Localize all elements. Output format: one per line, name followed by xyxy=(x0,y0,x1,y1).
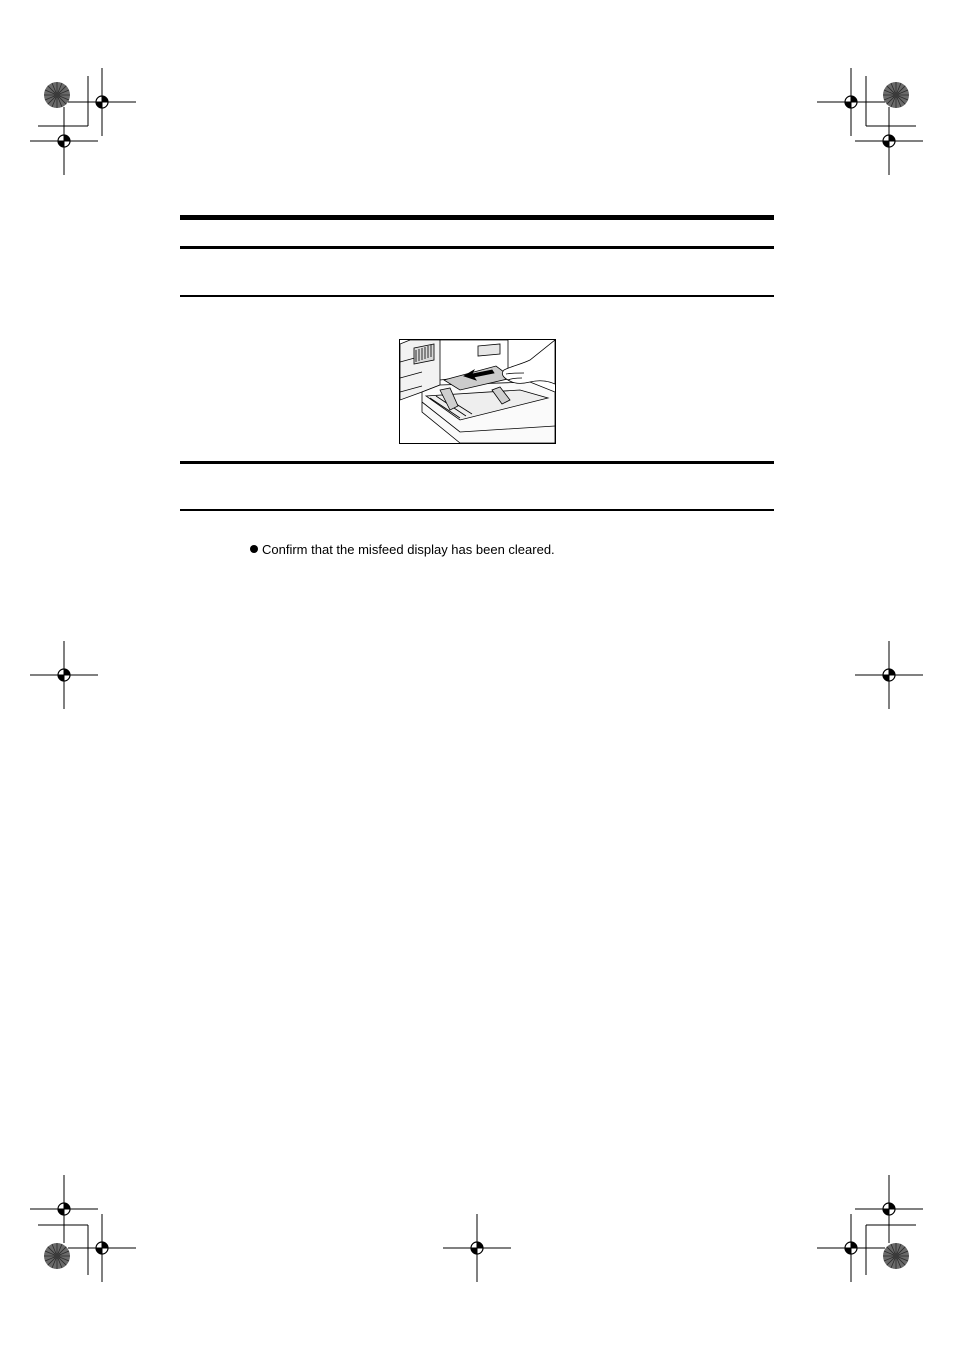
registration-crosshair-icon xyxy=(855,1175,923,1243)
starburst-color-target-icon xyxy=(883,82,909,108)
registration-crosshair-icon xyxy=(817,1214,885,1282)
starburst-color-target-icon xyxy=(883,1243,909,1269)
bullet-item xyxy=(250,541,555,559)
step-bottom-rule xyxy=(180,509,774,511)
section-heading-rule xyxy=(180,215,774,220)
step-bottom-rule xyxy=(180,295,774,297)
registration-crosshair-icon xyxy=(30,641,98,709)
paper-tray-misfeed-illustration xyxy=(399,339,556,444)
registration-crosshair-icon xyxy=(855,107,923,175)
bullet-text: Confirm that the misfeed display has been cleared. xyxy=(262,542,555,557)
registration-crosshair-icon xyxy=(68,1214,136,1282)
registration-crosshair-icon xyxy=(855,641,923,709)
registration-crosshair-icon xyxy=(443,1214,511,1282)
bullet-dot-icon xyxy=(250,545,258,553)
step-top-rule xyxy=(180,461,774,464)
starburst-color-target-icon xyxy=(44,82,70,108)
step-top-rule xyxy=(180,246,774,249)
starburst-color-target-icon xyxy=(44,1243,70,1269)
